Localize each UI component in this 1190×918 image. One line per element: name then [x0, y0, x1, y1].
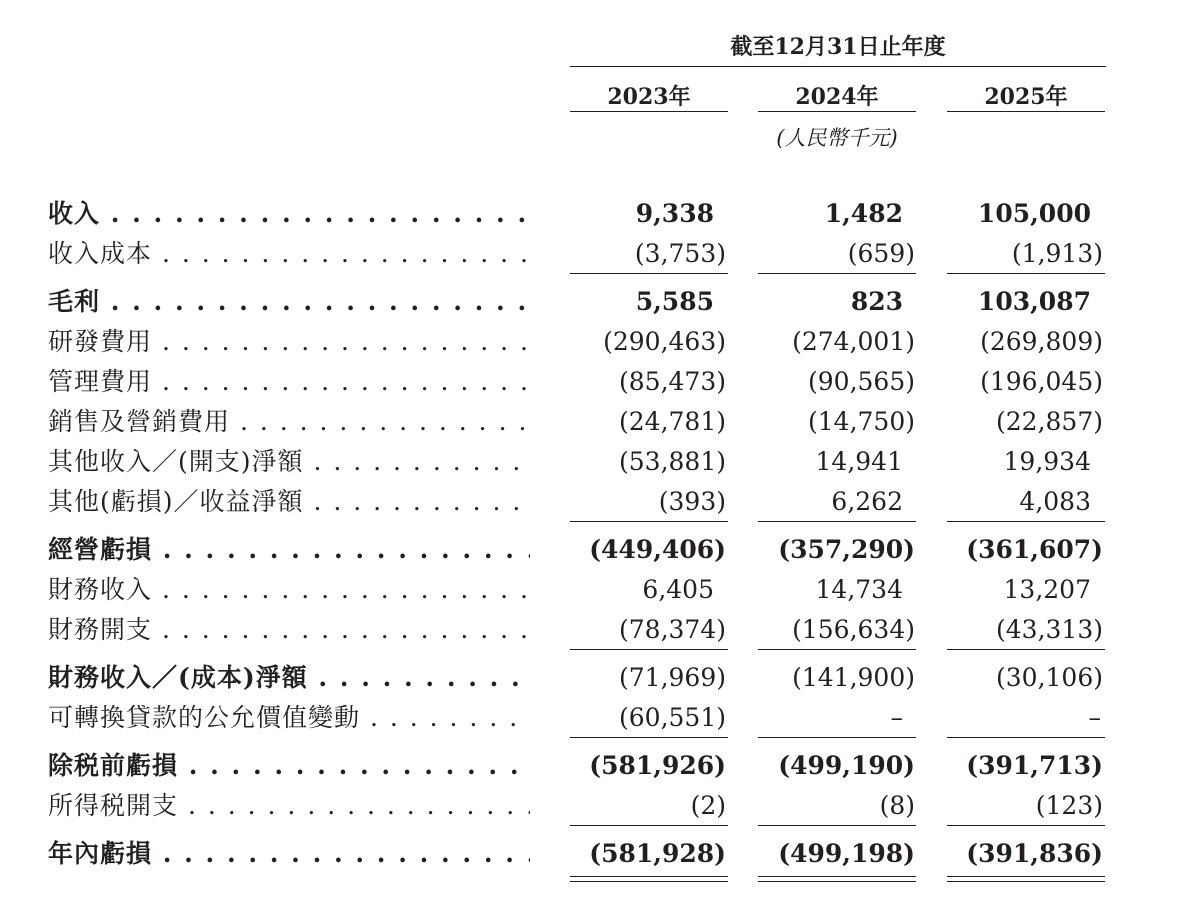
table-row [0, 658, 1190, 698]
subtotal-rule [570, 521, 728, 522]
value-2024: (357,290) [778, 535, 915, 564]
value-2023: (2) [690, 791, 726, 820]
year-rule-2024 [758, 111, 916, 112]
total-double-rule [570, 881, 728, 882]
value-2023: (3,753) [634, 239, 726, 268]
row-label: 收入 . . . [48, 194, 530, 234]
value-2025: (391,836) [966, 839, 1103, 868]
value-2024: (659) [847, 239, 915, 268]
year-rule-2025 [947, 111, 1105, 112]
value-2025: (196,045) [980, 367, 1103, 396]
row-label: 管理費用 . . . [48, 362, 530, 402]
subtotal-rule [947, 649, 1105, 650]
row-label: 財務收入／(成本)淨額 . . . [48, 658, 530, 698]
value-2024: (499,190) [778, 751, 915, 780]
subtotal-rule [758, 521, 916, 522]
value-2024: 6,262 [831, 487, 903, 516]
value-2025: (123) [1035, 791, 1103, 820]
header-rule [570, 66, 1106, 67]
value-2023: (393) [658, 487, 726, 516]
table-row [0, 610, 1190, 650]
value-2023: 6,405 [642, 575, 714, 604]
subtotal-rule [758, 273, 916, 274]
subtotal-rule [570, 273, 728, 274]
row-label: 所得税開支 . . . [48, 786, 530, 826]
value-2024: (90,565) [808, 367, 915, 396]
row-label: 毛利 . . . [48, 282, 530, 322]
row-label: 財務收入 . . . [48, 570, 530, 610]
row-label: 收入成本 . . . [48, 234, 530, 274]
row-label: 其他(虧損)／收益淨額 . . . [48, 482, 530, 522]
value-2023: (581,926) [589, 751, 726, 780]
table-row [0, 530, 1190, 570]
value-2025: (391,713) [966, 751, 1103, 780]
table-row [0, 746, 1190, 786]
total-double-rule [758, 876, 916, 877]
value-2023: (24,781) [619, 407, 726, 436]
value-2025: 103,087 [977, 287, 1091, 316]
table-row [0, 442, 1190, 482]
value-2025: 19,934 [1003, 447, 1091, 476]
row-label: 銷售及營銷費用 . . . [48, 402, 530, 442]
subtotal-rule [758, 649, 916, 650]
subtotal-rule [570, 737, 728, 738]
value-2023: (290,463) [603, 327, 726, 356]
value-2023: (71,969) [619, 663, 726, 692]
value-2024: (8) [879, 791, 915, 820]
table-row [0, 570, 1190, 610]
row-label: 其他收入／(開支)淨額 . . . [48, 442, 530, 482]
total-double-rule [570, 876, 728, 877]
table-row [0, 834, 1190, 874]
value-2025: (30,106) [996, 663, 1103, 692]
year-header-2025: 2025年 [984, 84, 1068, 110]
table-row [0, 698, 1190, 738]
row-label: 可轉換貸款的公允價值變動 . . . [48, 698, 530, 738]
table-row [0, 234, 1190, 274]
value-2024: 14,941 [815, 447, 903, 476]
table-row [0, 402, 1190, 442]
value-2023: 5,585 [635, 287, 714, 316]
period-header: 截至12月31日止年度 [730, 34, 946, 60]
subtotal-rule [570, 649, 728, 650]
row-label: 年內虧損 . . . [48, 834, 530, 874]
subtotal-rule [947, 521, 1105, 522]
table-row [0, 786, 1190, 826]
total-double-rule [758, 881, 916, 882]
value-2023: (449,406) [589, 535, 726, 564]
subtotal-rule [947, 825, 1105, 826]
value-2023: (581,928) [589, 839, 726, 868]
value-2024: 14,734 [815, 575, 903, 604]
year-header-2023: 2023年 [607, 84, 691, 110]
table-row [0, 322, 1190, 362]
row-label: 研發費用 . . . [48, 322, 530, 362]
value-2025: 13,207 [1003, 575, 1091, 604]
year-header-2024: 2024年 [795, 84, 879, 110]
subtotal-rule [758, 825, 916, 826]
subtotal-rule [947, 737, 1105, 738]
year-rule-2023 [570, 111, 728, 112]
value-2024: 1,482 [824, 199, 903, 228]
value-2024: (499,198) [778, 839, 915, 868]
value-2025: (361,607) [966, 535, 1103, 564]
value-2025: (22,857) [996, 407, 1103, 436]
value-2024: (156,634) [792, 615, 915, 644]
row-label: 財務開支 . . . [48, 610, 530, 650]
value-2025: (1,913) [1011, 239, 1103, 268]
total-double-rule [947, 881, 1105, 882]
value-2023: 9,338 [635, 199, 714, 228]
unit-label: (人民幣千元) [776, 126, 898, 150]
total-double-rule [947, 876, 1105, 877]
value-2023: (60,551) [619, 703, 726, 732]
value-2024: (14,750) [808, 407, 915, 436]
value-2023: (85,473) [619, 367, 726, 396]
value-2025: 4,083 [1019, 487, 1091, 516]
value-2024: – [890, 703, 903, 732]
value-2024: (141,900) [792, 663, 915, 692]
value-2024: (274,001) [792, 327, 915, 356]
table-row [0, 482, 1190, 522]
row-label: 除税前虧損 . . . [48, 746, 530, 786]
subtotal-rule [570, 825, 728, 826]
value-2025: – [1088, 703, 1101, 732]
subtotal-rule [947, 273, 1105, 274]
value-2024: 823 [850, 287, 903, 316]
value-2023: (53,881) [619, 447, 726, 476]
table-row [0, 282, 1190, 322]
value-2023: (78,374) [619, 615, 726, 644]
value-2025: 105,000 [977, 199, 1091, 228]
table-row [0, 362, 1190, 402]
value-2025: (269,809) [980, 327, 1103, 356]
row-label: 經營虧損 . . . [48, 530, 530, 570]
subtotal-rule [758, 737, 916, 738]
value-2025: (43,313) [996, 615, 1103, 644]
table-row [0, 194, 1190, 234]
